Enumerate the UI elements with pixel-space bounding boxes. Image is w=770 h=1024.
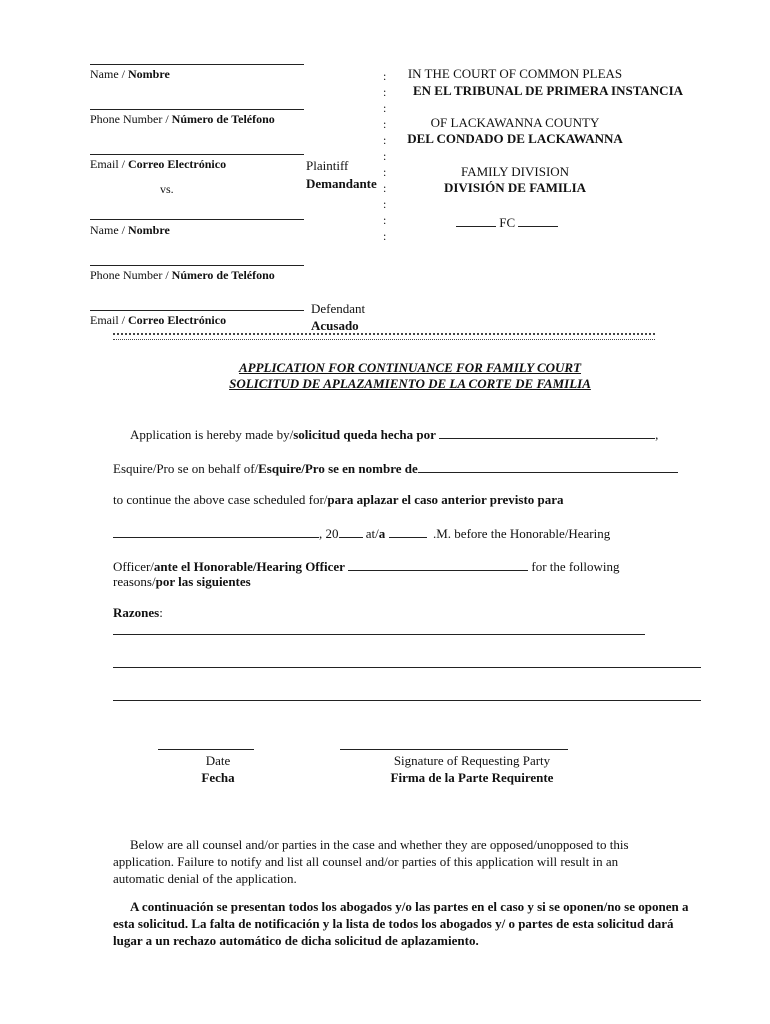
defendant-phone-label: Phone Number / Número de Teléfono <box>90 268 275 282</box>
applicant-name-field[interactable] <box>439 426 655 439</box>
defendant-phone-line[interactable] <box>90 265 304 266</box>
requesting-party-signature-line[interactable] <box>340 749 568 750</box>
reasons-line-2[interactable] <box>113 667 701 668</box>
plaintiff-role-es: Demandante <box>306 176 377 191</box>
plaintiff-name-line[interactable] <box>90 64 304 65</box>
defendant-role: Defendant <box>311 301 366 316</box>
case-number-year-blank[interactable] <box>456 214 496 227</box>
plaintiff-phone-line[interactable] <box>90 109 304 110</box>
hearing-year-field[interactable] <box>339 525 363 538</box>
defendant-role-es: Acusado <box>311 318 359 333</box>
reasons-line: reasons/por las siguientes <box>113 574 251 589</box>
case-number-label: FC <box>499 215 516 230</box>
defendant-email-line[interactable] <box>90 310 304 311</box>
signature-label: Signature of Requesting Party <box>393 753 551 768</box>
plaintiff-role: Plaintiff <box>306 158 349 173</box>
date-signature-line[interactable] <box>158 749 254 750</box>
versus-text: vs. <box>160 182 174 196</box>
court-county: OF LACKAWANNA COUNTY <box>430 115 600 130</box>
on-behalf-of-line: Esquire/Pro se on behalf of/Esquire/Pro se en nombre de <box>113 460 678 477</box>
defendant-name-label: Name / Nombre <box>90 223 170 237</box>
on-behalf-of-field[interactable] <box>418 460 678 473</box>
signature-label-es: Firma de la Parte Requirente <box>390 770 554 785</box>
hearing-officer-field[interactable] <box>348 558 528 571</box>
hearing-officer-line: Officer/ante el Honorable/Hearing Officer for the following <box>113 559 620 574</box>
reasons-line-3[interactable] <box>113 700 701 701</box>
hearing-time-field[interactable] <box>389 525 427 538</box>
plaintiff-email-line[interactable] <box>90 154 304 155</box>
reasons-line-1[interactable] <box>113 634 645 635</box>
counsel-notice-paragraph: Below are all counsel and/or parties in the case and whether they are opposed/unopposed to this application. Failure to notify and list all counsel and/or parties of this application will result in an automatic denial of the application. <box>113 837 629 886</box>
court-county-es: DEL CONDADO DE LACKAWANNA <box>407 131 623 146</box>
form-title: APPLICATION FOR CONTINUANCE FOR FAMILY COURT <box>238 360 582 375</box>
plaintiff-phone-label: Phone Number / Número de Teléfono <box>90 112 275 126</box>
plaintiff-name-label: Name / Nombre <box>90 67 170 81</box>
defendant-email-label: Email / Correo Electrónico <box>90 313 227 327</box>
plaintiff-email-label: Email / Correo Electrónico <box>90 157 227 171</box>
court-division-es: DIVISIÓN DE FAMILIA <box>443 180 587 195</box>
hearing-date-field[interactable] <box>113 525 319 538</box>
date-label-es: Fecha <box>201 770 235 785</box>
counsel-notice-paragraph-es: A continuación se presentan todos los abogados y/o las partes en el caso y si se oponen/no se oponen a esta solicitud. La falta de notificación y la lista de todos los abogados y/ o partes de esta solicitud dará lugar a un rechazo automático de dicha solicitud de aplazamiento. <box>113 899 689 948</box>
date-time-line: , 20 at/a .M. before the Honorable/Hearing <box>113 525 610 542</box>
defendant-name-line[interactable] <box>90 219 304 220</box>
date-label: Date <box>205 753 231 768</box>
court-division: FAMILY DIVISION <box>460 164 570 179</box>
case-number-blank[interactable] <box>518 214 558 227</box>
court-name-es: EN EL TRIBUNAL DE PRIMERA INSTANCIA <box>412 83 684 98</box>
court-name: IN THE COURT OF COMMON PLEAS <box>407 66 623 81</box>
case-number-field[interactable] <box>456 214 558 231</box>
scheduled-for-line: to continue the above case scheduled for/para aplazar el caso anterior previsto para <box>113 492 564 507</box>
form-title-es: SOLICITUD DE APLAZAMIENTO DE LA CORTE DE FAMILIA <box>229 376 591 391</box>
application-made-by-line: Application is hereby made by/solicitud queda hecha por , <box>130 427 659 442</box>
reasons-label: Razones: <box>113 605 163 620</box>
caption-dotted-separator <box>113 333 655 340</box>
